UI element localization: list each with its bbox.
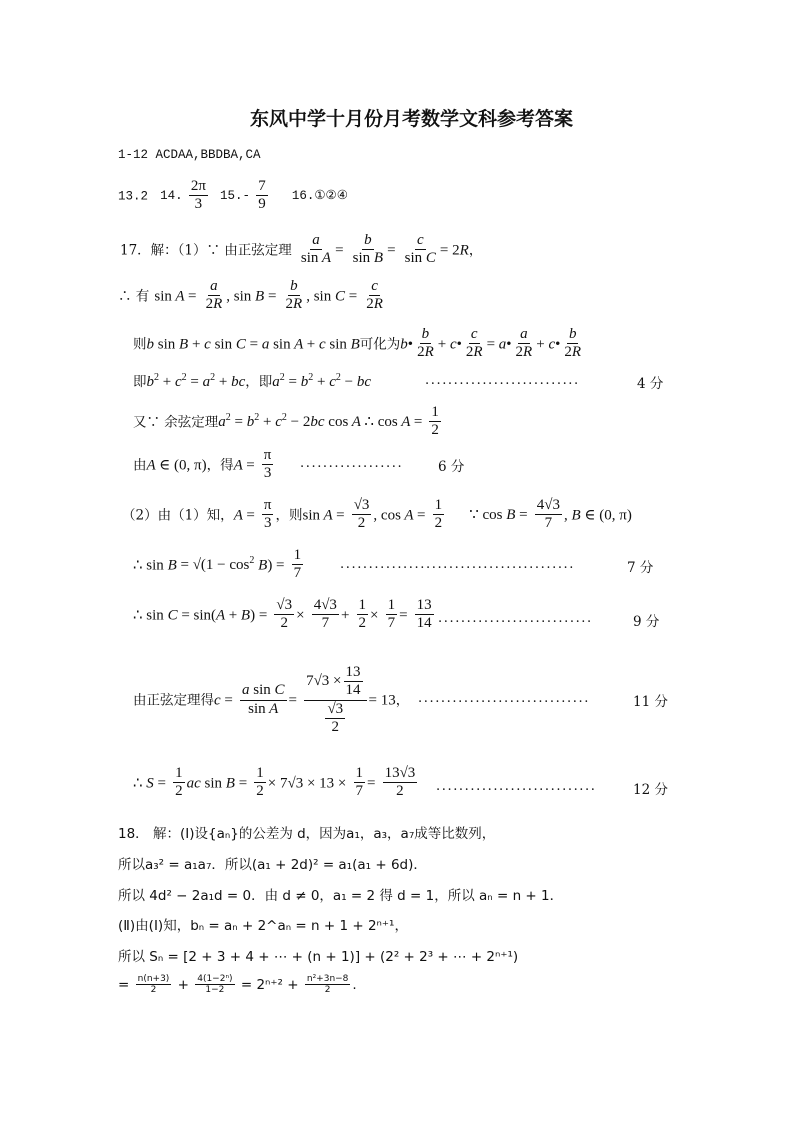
frac-4sqrt3-7-b: $\frac{4√3}{7}$ bbox=[313, 597, 337, 632]
frac-b-2R-3: $\frac{b}{2R}$ bbox=[564, 326, 582, 361]
frac-1-2: $\frac{1}{2}$ bbox=[431, 404, 439, 439]
dots-11: .............................. bbox=[418, 691, 590, 706]
q16-answer: 16.①②④ bbox=[291, 189, 348, 204]
dots-4: ........................... bbox=[425, 373, 580, 388]
dots-7: ......................................... bbox=[340, 557, 576, 572]
q18-line-3: 所以 4d² − 2a₁d = 0．由 d ≠ 0，a₁ = 2 得 d = 1，所以 aₙ = n + 1． bbox=[118, 888, 564, 904]
q18-line-1: 18． 解：(Ⅰ)设{aₙ}的公差为 d，因为a₁，a₃，a₇成等比数列， bbox=[118, 826, 496, 842]
score-7: 7 分 bbox=[627, 560, 654, 576]
q17-line-6: 由A ∈ (0, π)，得A = $\frac{\pi}{3}$ bbox=[133, 447, 272, 482]
q17-S-line: ∴ S = $\frac{1}{2}$ ac sin B = $\frac{1}{2}$ × 7√3 × 13 × $\frac{1}{7}$ = $\frac{13√3}{2}$ bbox=[133, 765, 416, 800]
q17-have: ∴ 有 bbox=[118, 288, 150, 305]
mc-answers: 1-12 ACDAA,BBDBA,CA bbox=[118, 148, 261, 162]
q14-num: 2π bbox=[189, 178, 208, 196]
frac-13sqrt3-2: $\frac{13√3}{2}$ bbox=[384, 765, 416, 800]
score-6: 6 分 bbox=[438, 459, 465, 475]
q18-frac-2: $\frac{\text{4(1−2ⁿ)}}{1-2}$ bbox=[197, 974, 233, 996]
q17-line-1: 17．解：（1）∵ 由正弦定理 $\frac{a}{\text{sin A}}$ = $\frac{b}{\text{sin B}}$ = $\frac{c}{\text{sin C}}$ = 2R， bbox=[120, 232, 483, 267]
dots-12: ............................ bbox=[436, 779, 597, 794]
page-title: 东风中学十月份月考数学文科参考答案 bbox=[250, 108, 574, 130]
q17-line-5: 又∵ 余弦定理$a^2 = b^2 + c^2 - 2bc$ cos A ∴ cos A = $\frac{1}{2}$ bbox=[133, 404, 439, 439]
q17-line-3: 则b sin B + c sin C = a sin A + c sin B可化为b• $\frac{b}{2R}$ + c• $\frac{c}{2R}$ = a• $\frac{a}{2R}$ + c• $\frac{b}{2R}$ bbox=[133, 326, 582, 361]
q17-by-sine: 由正弦定理得 bbox=[133, 692, 214, 709]
q17-part2-line: （2）由（1）知，A = $\frac{\pi}{3}$ ，则sin A = $\frac{√3}{2}$ , cos A = $\frac{1}{2}$ ∵ cos B = $\frac{4√3}{7}$ , B ∈ (0, π) bbox=[122, 497, 632, 532]
frac-sqrt3-2: $\frac{√3}{2}$ bbox=[353, 497, 370, 532]
q18-end: . bbox=[352, 976, 357, 993]
fill-blank-answers bbox=[118, 178, 348, 214]
q18-line-5: 所以 Sₙ = [2 + 3 + 4 + ⋯ + (n + 1)] + (2² + 2³ + ⋯ + 2ⁿ⁺¹) bbox=[118, 949, 519, 965]
q18-mid: = 2ⁿ⁺² + bbox=[240, 976, 299, 993]
q14-label: 14. bbox=[160, 189, 183, 204]
q17-part2: （2）由（1）知， bbox=[122, 507, 234, 524]
frac-sqrt3-2-b: $\frac{√3}{2}$ bbox=[276, 597, 293, 632]
q18-frac-3: $\frac{\text{n²+3n−8}}{2}$ bbox=[306, 974, 349, 996]
q15-fraction bbox=[256, 178, 268, 214]
score-4: 4 分 bbox=[637, 376, 664, 392]
frac-asinC-sinA: $\frac{\text{a sin C}}{\text{sin A}}$ bbox=[241, 682, 285, 717]
q15-num: 7 bbox=[256, 178, 268, 196]
q17-sinB-line: ∴ $\sin B = √(1 - \cos^2 B)$ = $\frac{1}{7}$ bbox=[133, 547, 302, 582]
frac-complex: 7√3 × $\frac{13}{14}$ $\frac{√3}{2}$ bbox=[304, 664, 366, 736]
q17-ze: ，则 bbox=[275, 507, 303, 524]
q17-comma-ji: ，即 bbox=[245, 374, 273, 390]
frac-1-7: $\frac{1}{7}$ bbox=[293, 547, 302, 582]
frac-pi-3: $\frac{\pi}{3}$ bbox=[263, 447, 272, 482]
frac-c-sinC: $\frac{c}{\text{sin C}}$ bbox=[404, 232, 436, 267]
frac-1-7-b: $\frac{1}{7}$ bbox=[387, 597, 396, 632]
dots-6: .................. bbox=[300, 456, 404, 471]
q17-becomes: 可化为 bbox=[359, 336, 401, 353]
frac-b-2R-2: $\frac{b}{2R}$ bbox=[417, 326, 434, 361]
frac-b-2R: $\frac{b}{2R}$ bbox=[285, 278, 303, 313]
frac-b-sinB: $\frac{b}{\text{sin B}}$ bbox=[352, 232, 384, 267]
frac-1-2-c: $\frac{1}{2}$ bbox=[358, 597, 366, 632]
q18-eq: = bbox=[118, 976, 130, 993]
dots-9: ........................... bbox=[438, 611, 593, 626]
q18-line-6: = $\frac{n(n+3)}{2}$ + $\frac{\text{4(1−2ⁿ)}}{1-2}$ = 2ⁿ⁺² + $\frac{\text{n²+3n−8}}{2}$ . bbox=[118, 974, 357, 996]
q17-c-line: 由正弦定理得c = $\frac{\text{a sin C}}{\text{sin A}}$ = 7√3 × $\frac{13}{14}$ $\frac{√3}{2}$ = 13， bbox=[133, 664, 410, 735]
frac-a-sinA: $\frac{a}{\text{sin A}}$ bbox=[300, 232, 332, 267]
frac-c-2R: $\frac{c}{2R}$ bbox=[366, 278, 383, 313]
score-11: 11 分 bbox=[633, 694, 668, 710]
frac-pi-3-b: $\frac{\pi}{3}$ bbox=[263, 497, 272, 532]
q18-line-2: 所以a₃² = a₁a₇．所以(a₁ + 2d)² = a₁(a₁ + 6d)． bbox=[118, 857, 427, 873]
frac-1-2-d: $\frac{1}{2}$ bbox=[175, 765, 183, 800]
q17-line-4: 即$b^2 + c^2 = a^2$ + bc，即$a^2 = b^2 + c^2$ − bc bbox=[133, 372, 371, 390]
q13-answer: 13.2 bbox=[118, 189, 149, 204]
q17-intro: 17．解：（1）∵ 由正弦定理 bbox=[120, 242, 292, 259]
q17-you: 又∵ 余弦定理 bbox=[133, 414, 219, 431]
q14-fraction bbox=[189, 178, 208, 214]
frac-1-2-b: $\frac{1}{2}$ bbox=[434, 497, 443, 532]
q17-then: 则 bbox=[133, 336, 147, 353]
q15-label: 15.- bbox=[220, 189, 251, 204]
q17-ji: 即 bbox=[133, 374, 147, 390]
frac-a-2R: $\frac{a}{2R}$ bbox=[205, 278, 223, 313]
frac-1-7-c: $\frac{1}{7}$ bbox=[355, 765, 363, 800]
q17-you2: 由 bbox=[133, 457, 147, 474]
frac-c-2R-2: $\frac{c}{2R}$ bbox=[465, 326, 483, 361]
q17-de: ，得 bbox=[206, 457, 234, 474]
frac-a-2R-2: $\frac{a}{2R}$ bbox=[515, 326, 533, 361]
q15-den: 9 bbox=[258, 196, 266, 213]
q18-frac-1: $\frac{n(n+3)}{2}$ bbox=[137, 974, 170, 996]
score-9: 9 分 bbox=[633, 614, 660, 630]
q18-line-4: (Ⅱ)由(Ⅰ)知，bₙ = aₙ + 2^aₙ = n + 1 + 2ⁿ⁺¹， bbox=[118, 918, 408, 934]
frac-4sqrt3-7: $\frac{4√3}{7}$ bbox=[536, 497, 560, 532]
q17-sinC-line: ∴ sin C = sin(A + B) = $\frac{√3}{2}$ × $\frac{4√3}{7}$ + $\frac{1}{2}$ × $\frac{1}{7}$ = $\frac{13}{14}$ bbox=[133, 597, 432, 632]
score-12: 12 分 bbox=[633, 782, 668, 798]
frac-13-14: $\frac{13}{14}$ bbox=[416, 597, 432, 632]
frac-1-2-e: $\frac{1}{2}$ bbox=[256, 765, 264, 800]
q17-line-2: ∴ 有 sin A = $\frac{a}{2R}$ , sin B = $\frac{b}{2R}$ , sin C = $\frac{c}{2R}$ bbox=[118, 278, 383, 313]
q14-den: 3 bbox=[194, 196, 203, 213]
